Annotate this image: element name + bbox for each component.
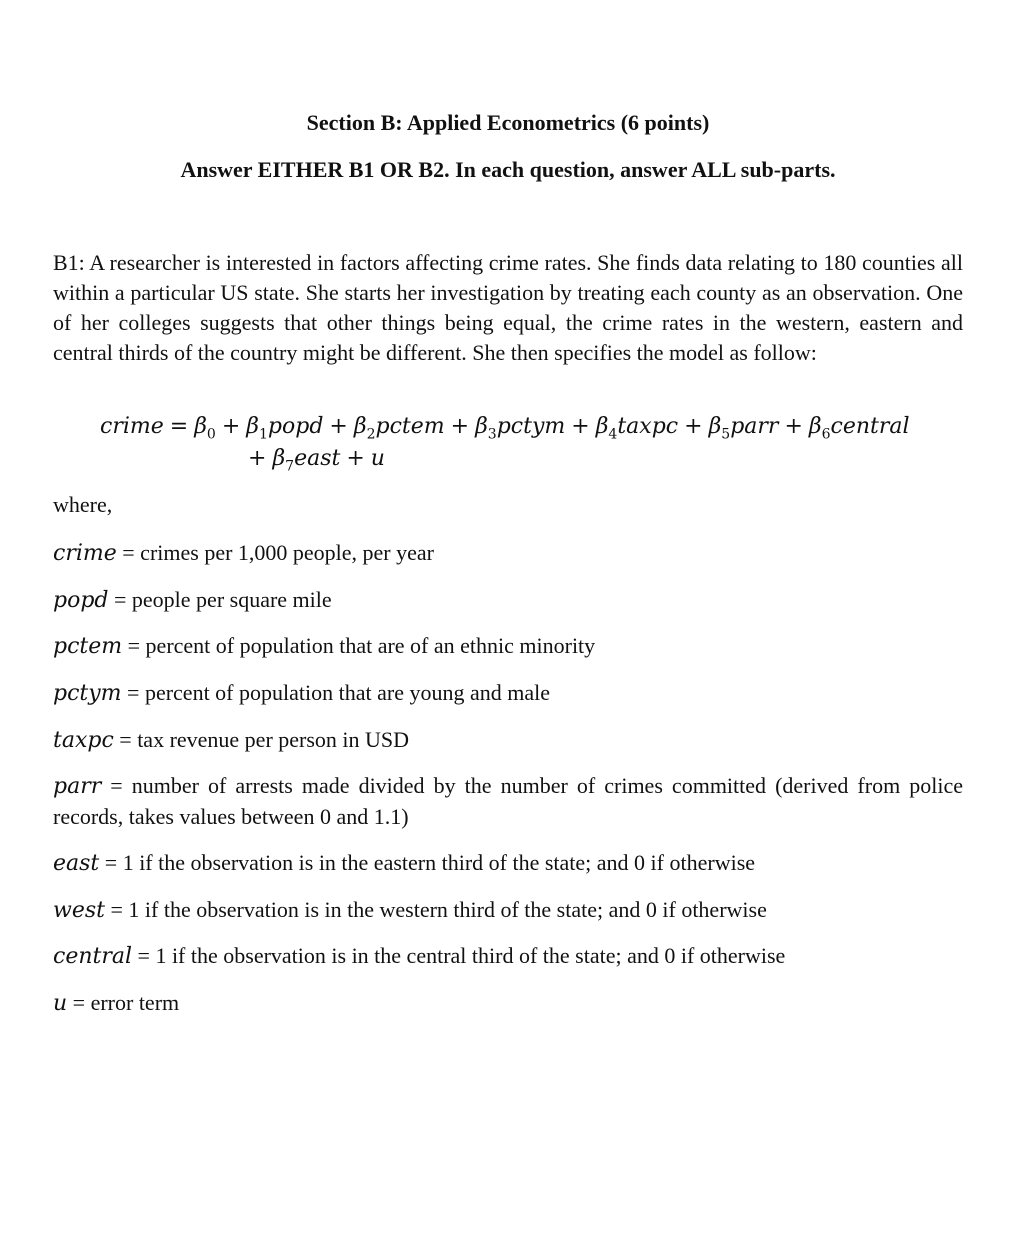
eq-plus: + [329, 414, 348, 439]
definition-var: central [53, 944, 133, 969]
eq-sub: 4 [608, 426, 618, 443]
definition-central [53, 941, 963, 972]
definition-text: = 1 if the observation is in the eastern third of the state; and 0 if otherwise [104, 850, 756, 875]
section-title: Section B: Applied Econometrics (6 points) [306, 110, 710, 135]
eq-sub: 6 [821, 426, 831, 443]
eq-plus: + [248, 446, 267, 471]
eq-sub: 1 [259, 426, 268, 443]
definition-var: west [53, 898, 105, 923]
definition-taxpc [53, 725, 963, 756]
eq-beta: β [808, 414, 822, 439]
eq-plus: + [450, 414, 470, 439]
eq-sub: 5 [721, 426, 731, 443]
definition-text: = tax revenue per person in USD [119, 727, 410, 752]
definition-text: = crimes per 1,000 people, per year [122, 540, 434, 565]
definition-text: = percent of population that are young and male [127, 680, 550, 705]
eq-sub: 3 [487, 426, 497, 443]
definition-text: = 1 if the observation is in the western third of the state; and 0 if otherwise [110, 897, 767, 922]
eq-beta: β [353, 414, 367, 439]
definition-text: = 1 if the observation is in the central third of the state; and 0 if otherwise [137, 943, 786, 968]
eq-plus: + [221, 414, 241, 439]
definition-var: east [53, 851, 100, 876]
eq-beta: β [708, 414, 722, 439]
eq-beta: β [194, 414, 207, 439]
eq-var: central [830, 414, 910, 439]
eq-sub: 2 [366, 426, 376, 443]
definition-var: taxpc [53, 728, 114, 753]
equation-line-2 [242, 446, 385, 474]
eq-plus: + [784, 414, 803, 439]
eq-plus: + [346, 446, 365, 471]
eq-plus: + [684, 414, 703, 439]
eq-beta: β [272, 446, 286, 471]
definition-var: popd [53, 588, 109, 613]
eq-sub: 0 [206, 426, 216, 443]
definition-parr [53, 771, 963, 832]
definition-crime [53, 538, 963, 569]
instruction-line: Answer EITHER B1 OR B2. In each question, answer ALL sub-parts. [180, 157, 836, 182]
eq-sub: 7 [285, 458, 295, 475]
eq-var: parr [730, 414, 779, 439]
equation-line-1 [100, 414, 910, 442]
definition-pctym [53, 678, 963, 709]
definition-pctem [53, 631, 963, 662]
eq-beta: β [475, 414, 488, 439]
eq-var: pctym [496, 414, 566, 439]
definition-u [53, 988, 963, 1019]
eq-lhs: crime [100, 414, 164, 439]
intro-paragraph: B1: A researcher is interested in factors affecting crime rates. She finds data relating to 180 counties all within a particular US state. She starts her investigation by treating each county as an observation. One of her colleges suggests that other things being equal, the crime rates in the western, eastern and central thirds of the country might be different. She then specifies the model as follow: [53, 250, 963, 365]
definition-east [53, 848, 963, 879]
definition-west [53, 895, 963, 926]
eq-plus: + [571, 414, 590, 439]
eq-var: taxpc [617, 414, 679, 439]
definition-text: = error term [72, 990, 180, 1015]
definition-text: = people per square mile [114, 587, 332, 612]
definition-var: parr [53, 774, 102, 799]
eq-beta: β [246, 414, 259, 439]
definition-text: = number of arrests made divided by the number of crimes committed (derived from police records, takes values between 0 and 1.1) [53, 773, 964, 829]
definition-popd [53, 585, 963, 616]
eq-var: pctem [375, 414, 445, 439]
definition-var: crime [53, 541, 117, 566]
where-label: where, [53, 492, 113, 517]
definition-var: u [53, 991, 68, 1016]
eq-error: u [370, 446, 385, 471]
definition-var: pctem [53, 634, 123, 659]
definition-text: = percent of population that are of an ethnic minority [127, 633, 596, 658]
eq-var: east [294, 446, 341, 471]
eq-var: popd [267, 414, 324, 439]
eq-sign: = [169, 414, 189, 439]
definition-var: pctym [53, 681, 122, 706]
eq-beta: β [595, 414, 609, 439]
